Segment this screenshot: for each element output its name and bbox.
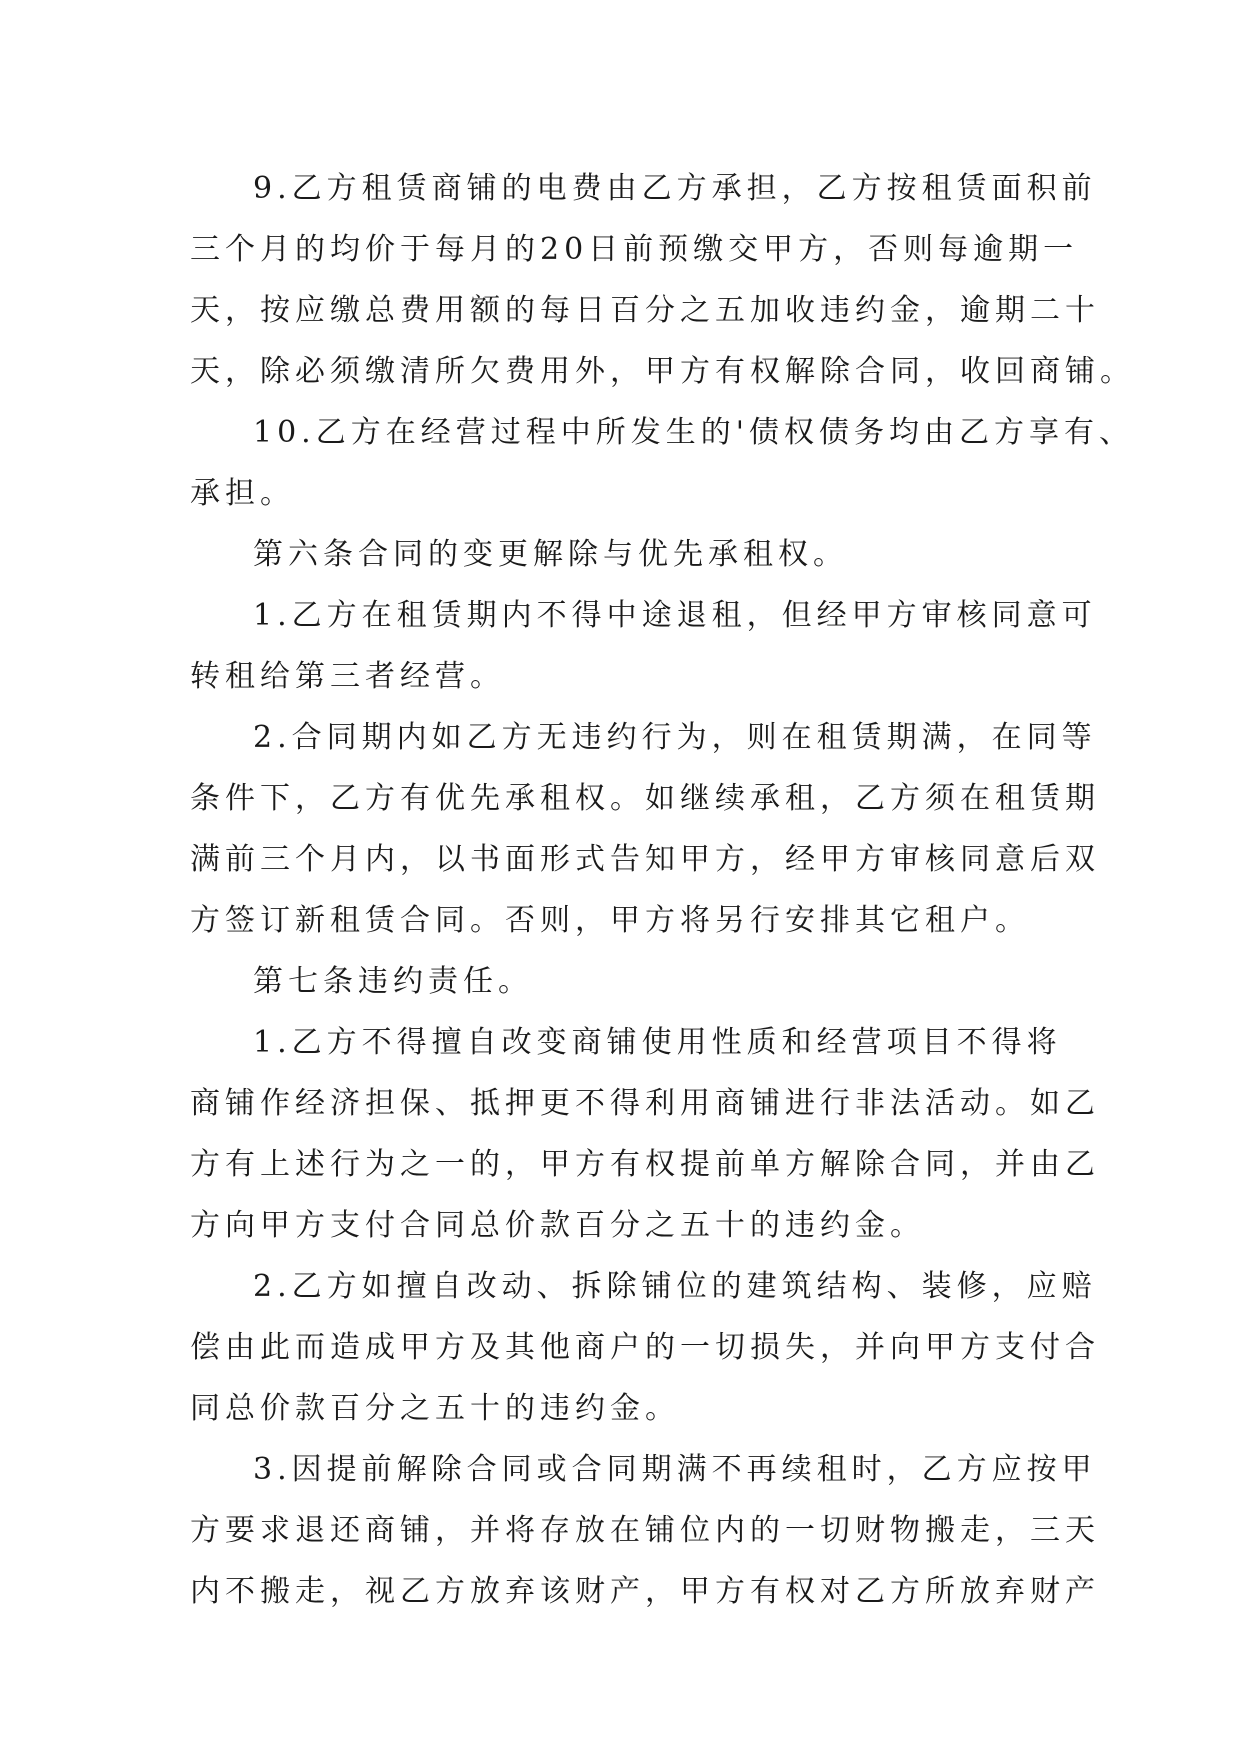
paragraph-line: 条件下，乙方有优先承租权。如继续承租，乙方须在租赁期 xyxy=(190,781,1100,816)
paragraph-line: 3.因提前解除合同或合同期满不再续租时，乙方应按甲 xyxy=(253,1452,1097,1487)
paragraph-line: 1.乙方不得擅自改变商铺使用性质和经营项目不得将 xyxy=(253,1025,1062,1060)
paragraph-line: 承担。 xyxy=(190,476,295,511)
document-body xyxy=(190,158,1135,1622)
paragraph-line: 2.合同期内如乙方无违约行为，则在租赁期满，在同等 xyxy=(253,720,1097,755)
paragraph-line: 10.乙方在经营过程中所发生的'债权债务均由乙方享有、 xyxy=(253,415,1134,450)
paragraph-line: 三个月的均价于每月的20日前预缴交甲方，否则每逾期一 xyxy=(190,232,1079,267)
section-heading: 第七条违约责任。 xyxy=(253,964,533,999)
paragraph-line: 偿由此而造成甲方及其他商户的一切损失，并向甲方支付合 xyxy=(190,1330,1100,1365)
paragraph-line: 1.乙方在租赁期内不得中途退租，但经甲方审核同意可 xyxy=(253,598,1097,633)
paragraph-line: 天，按应缴总费用额的每日百分之五加收违约金，逾期二十 xyxy=(190,293,1100,328)
paragraph-line: 2.乙方如擅自改动、拆除铺位的建筑结构、装修，应赔 xyxy=(253,1269,1097,1304)
paragraph-line: 方要求退还商铺，并将存放在铺位内的一切财物搬走，三天 xyxy=(190,1513,1100,1548)
paragraph-line: 内不搬走，视乙方放弃该财产，甲方有权对乙方所放弃财产 xyxy=(190,1574,1100,1609)
paragraph-line: 方有上述行为之一的，甲方有权提前单方解除合同，并由乙 xyxy=(190,1147,1100,1182)
paragraph-line: 满前三个月内，以书面形式告知甲方，经甲方审核同意后双 xyxy=(190,842,1100,877)
paragraph-line: 9.乙方租赁商铺的电费由乙方承担，乙方按租赁面积前 xyxy=(253,171,1097,206)
paragraph-line: 天，除必须缴清所欠费用外，甲方有权解除合同，收回商铺。 xyxy=(190,354,1135,389)
paragraph-line: 转租给第三者经营。 xyxy=(190,659,505,694)
section-heading: 第六条合同的变更解除与优先承租权。 xyxy=(253,537,848,572)
paragraph-line: 同总价款百分之五十的违约金。 xyxy=(190,1391,680,1426)
paragraph-line: 方签订新租赁合同。否则，甲方将另行安排其它租户。 xyxy=(190,903,1030,938)
paragraph-line: 方向甲方支付合同总价款百分之五十的违约金。 xyxy=(190,1208,925,1243)
paragraph-line: 商铺作经济担保、抵押更不得利用商铺进行非法活动。如乙 xyxy=(190,1086,1100,1121)
